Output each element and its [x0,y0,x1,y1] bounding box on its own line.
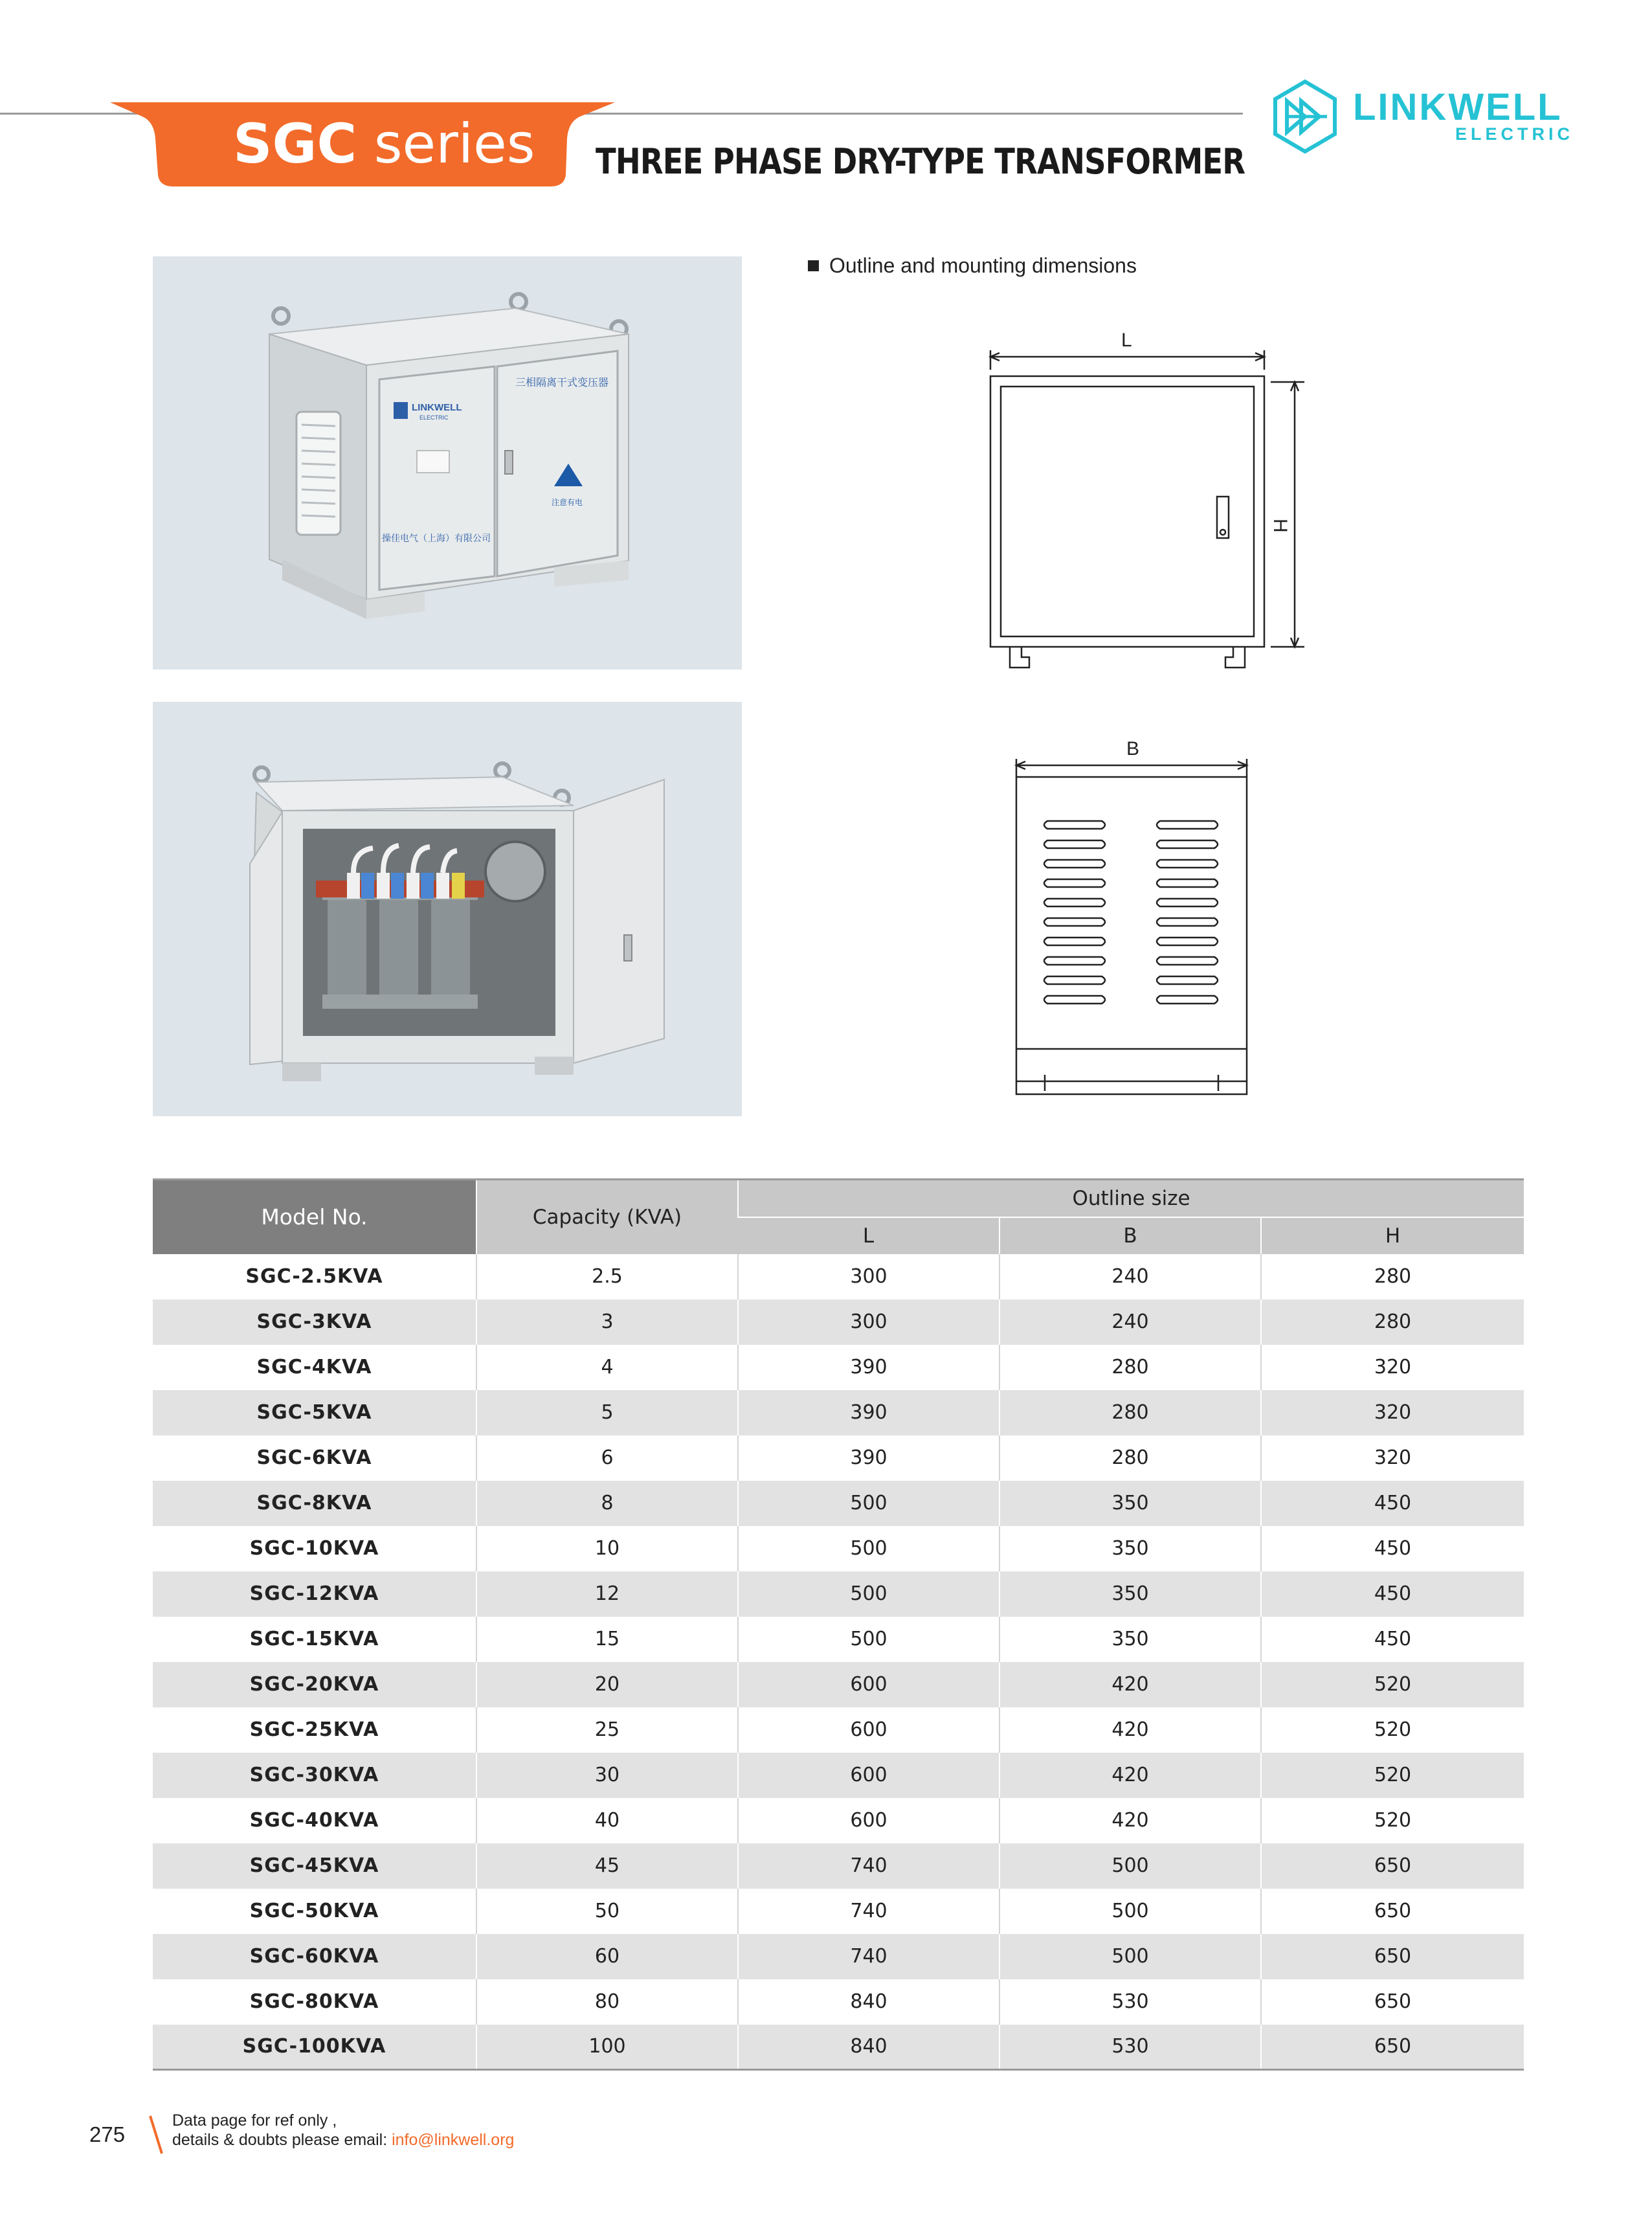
cell-h: 650 [1261,1979,1524,2025]
cell-b: 350 [999,1481,1261,1526]
cell-b: 280 [999,1390,1261,1435]
spec-table [153,1178,1524,2071]
cell-l: 740 [738,1934,999,1979]
cell-model: SGC-5KVA [153,1390,476,1435]
cell-model: SGC-15KVA [153,1617,476,1662]
cell-capacity: 50 [476,1889,738,1934]
page-footer [89,2108,672,2160]
logo-name: LINKWELL [1353,86,1563,128]
cell-h: 650 [1261,1843,1524,1889]
cell-b: 350 [999,1571,1261,1617]
cell-b: 350 [999,1617,1261,1662]
cell-l: 500 [738,1617,999,1662]
cell-h: 650 [1261,2025,1524,2070]
cell-l: 840 [738,2025,999,2070]
cell-l: 390 [738,1435,999,1481]
series-tab [110,102,615,186]
cell-l: 300 [738,1254,999,1299]
cell-h: 650 [1261,1934,1524,1979]
dim-label-h: H [1269,519,1291,533]
cell-capacity: 25 [476,1707,738,1753]
cell-l: 600 [738,1753,999,1798]
page-number: 275 [89,2122,126,2146]
cell-capacity: 4 [476,1345,738,1390]
cell-h: 450 [1261,1617,1524,1662]
cell-h: 450 [1261,1526,1524,1571]
cell-capacity: 40 [476,1798,738,1843]
cell-model: SGC-40KVA [153,1798,476,1843]
footer-email-link[interactable]: info@linkwell.org [392,2131,515,2149]
cell-b: 240 [999,1254,1261,1299]
cell-h: 320 [1261,1345,1524,1390]
cell-model: SGC-100KVA [153,2025,476,2070]
col-header-b: B [999,1217,1261,1254]
table-row [153,1889,1524,1934]
table-row [153,1571,1524,1617]
cell-l: 600 [738,1662,999,1707]
cell-l: 840 [738,1979,999,2025]
table-row [153,1299,1524,1345]
outline-front-drawing [965,327,1327,690]
cell-h: 520 [1261,1798,1524,1843]
cell-b: 420 [999,1798,1261,1843]
cell-b: 280 [999,1345,1261,1390]
footer-note [172,2111,514,2150]
col-header-model: Model No. [153,1180,476,1254]
cell-b: 420 [999,1707,1261,1753]
table-row [153,1345,1524,1390]
table-row [153,1662,1524,1707]
linkwell-logo-icon [1267,79,1343,154]
cell-model: SGC-2.5KVA [153,1254,476,1299]
cell-b: 350 [999,1526,1261,1571]
cell-model: SGC-20KVA [153,1662,476,1707]
front-view-svg [965,327,1327,690]
col-header-h: H [1261,1217,1524,1254]
cell-capacity: 60 [476,1934,738,1979]
cell-model: SGC-10KVA [153,1526,476,1571]
cell-b: 530 [999,2025,1261,2070]
col-header-l: L [738,1217,999,1254]
cell-h: 520 [1261,1662,1524,1707]
outline-section-label: Outline and mounting dimensions [808,254,1137,278]
cell-h: 320 [1261,1435,1524,1481]
page-title: THREE PHASE DRY-TYPE TRANSFORMER [596,141,1245,182]
cell-h: 450 [1261,1481,1524,1526]
table-row [153,1934,1524,1979]
cell-b: 240 [999,1299,1261,1345]
cell-capacity: 2.5 [476,1254,738,1299]
cell-model: SGC-25KVA [153,1707,476,1753]
cell-capacity: 5 [476,1390,738,1435]
cell-h: 280 [1261,1299,1524,1345]
cell-model: SGC-30KVA [153,1753,476,1798]
cell-capacity: 80 [476,1979,738,2025]
cell-capacity: 10 [476,1526,738,1571]
cell-l: 500 [738,1571,999,1617]
cell-capacity: 3 [476,1299,738,1345]
cell-l: 740 [738,1843,999,1889]
cell-capacity: 100 [476,2025,738,2070]
transformer-open-illustration [153,702,742,1116]
cell-h: 450 [1261,1571,1524,1617]
cell-b: 530 [999,1979,1261,2025]
cell-l: 390 [738,1345,999,1390]
cabinet-warning-text: 注意有电 [552,498,583,507]
cell-l: 300 [738,1299,999,1345]
cell-h: 320 [1261,1390,1524,1435]
cabinet-company-text: 操佳电气（上海）有限公司 [382,534,491,544]
cabinet-brand-text: LINKWELL [412,402,462,413]
cell-l: 390 [738,1390,999,1435]
transformer-closed-illustration [153,256,742,669]
cell-model: SGC-12KVA [153,1571,476,1617]
table-row [153,1753,1524,1798]
company-logo [1267,79,1574,157]
cabinet-nameplate-text: 三相隔离干式变压器 [515,376,609,388]
cell-b: 280 [999,1435,1261,1481]
cell-b: 500 [999,1934,1261,1979]
outline-side-drawing [971,738,1269,1101]
bullet-square-icon [808,260,819,271]
cell-b: 420 [999,1753,1261,1798]
col-header-outline: Outline size [738,1180,1524,1217]
table-row [153,2025,1524,2070]
table-row [153,1254,1524,1299]
cell-model: SGC-6KVA [153,1435,476,1481]
cell-capacity: 12 [476,1571,738,1617]
cell-model: SGC-80KVA [153,1979,476,2025]
cell-h: 520 [1261,1753,1524,1798]
cell-capacity: 15 [476,1617,738,1662]
cell-b: 500 [999,1843,1261,1889]
cell-model: SGC-60KVA [153,1934,476,1979]
cell-l: 740 [738,1889,999,1934]
table-row [153,1390,1524,1435]
cell-model: SGC-3KVA [153,1299,476,1345]
cell-capacity: 6 [476,1435,738,1481]
cell-capacity: 20 [476,1662,738,1707]
cell-l: 600 [738,1707,999,1753]
table-row [153,1979,1524,2025]
table-row [153,1526,1524,1571]
cell-h: 520 [1261,1707,1524,1753]
col-header-capacity: Capacity (KVA) [476,1180,738,1254]
cell-l: 500 [738,1526,999,1571]
cell-model: SGC-50KVA [153,1889,476,1934]
table-row [153,1843,1524,1889]
cell-model: SGC-4KVA [153,1345,476,1390]
product-photo-closed [153,256,742,669]
cell-model: SGC-8KVA [153,1481,476,1526]
product-photo-open [153,702,742,1116]
side-view-svg [971,738,1269,1101]
cell-capacity: 45 [476,1843,738,1889]
dim-label-l: L [1121,330,1132,351]
table-row [153,1798,1524,1843]
cell-capacity: 8 [476,1481,738,1526]
cell-l: 600 [738,1798,999,1843]
footer-note-line2: details & doubts please email: info@linkwell.org [172,2131,515,2149]
cabinet-brand-sub: ELECTRIC [419,414,449,421]
cell-capacity: 30 [476,1753,738,1798]
table-row [153,1617,1524,1662]
cell-b: 420 [999,1662,1261,1707]
cell-model: SGC-45KVA [153,1843,476,1889]
cell-l: 500 [738,1481,999,1526]
series-title: SGC series [233,112,535,175]
logo-subtitle: ELECTRIC [1455,124,1574,144]
footer-note-line1: Data page for ref only , [172,2111,337,2130]
table-row [153,1707,1524,1753]
cell-b: 500 [999,1889,1261,1934]
table-row [153,1435,1524,1481]
cell-h: 650 [1261,1889,1524,1934]
cell-h: 280 [1261,1254,1524,1299]
dim-label-b: B [1126,738,1140,759]
table-row [153,1481,1524,1526]
footer-slash-icon [146,2112,166,2157]
